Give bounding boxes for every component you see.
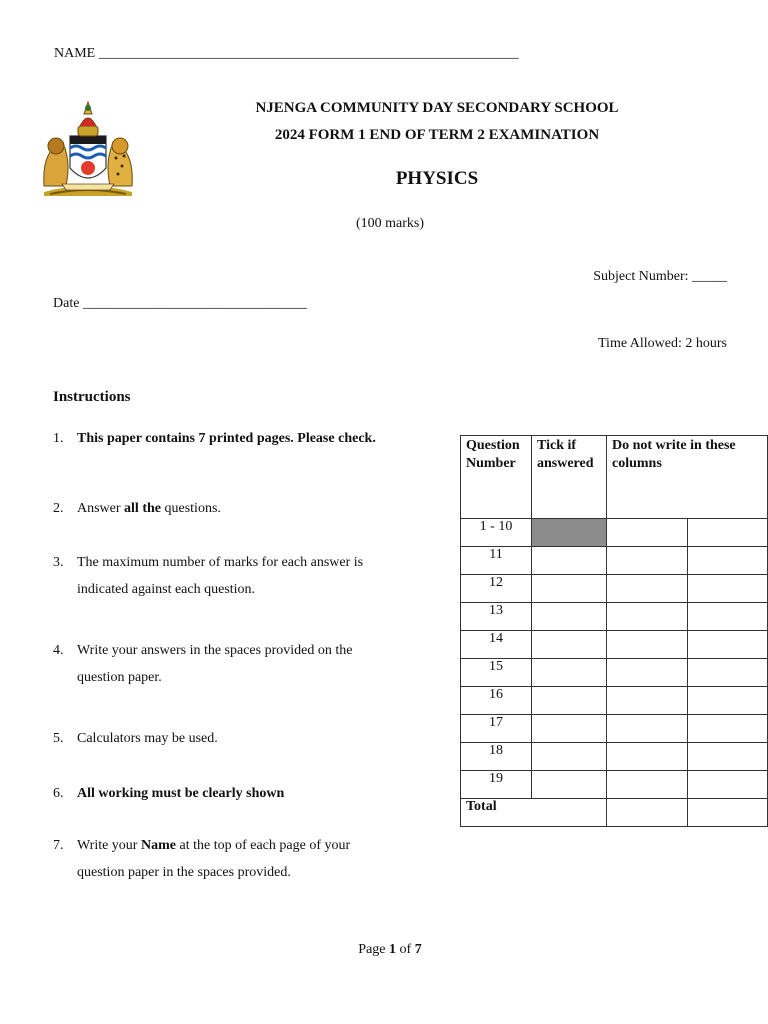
examiner-cell [687,743,768,771]
page-prefix: Page [358,942,386,957]
instruction-text-segment: Calculators may be used. [77,731,218,746]
tick-cell [532,519,607,547]
school-name: NJENGA COMMUNITY DAY SECONDARY SCHOOL [255,100,619,116]
table-row [461,687,768,715]
instruction-text-bold: All working must be clearly shown [77,786,285,801]
instruction-text [77,637,383,691]
examiner-cell [687,519,768,547]
header-do-not-write: Do not write in these columns [607,436,768,519]
instruction-number: 1. [53,431,64,446]
question-number-cell: 11 [461,547,532,575]
instruction-number: 2. [53,501,64,516]
instructions-heading: Instructions [53,389,131,405]
name-label: NAME [54,46,96,61]
examiner-cell [687,547,768,575]
instruction-text-bold: all the [124,501,161,516]
instruction-text [77,780,383,807]
tick-cell [532,603,607,631]
table-row [461,631,768,659]
table-row [461,575,768,603]
instruction-text-bold: This paper contains 7 printed pages. Please check. [77,431,376,446]
instruction-number: 6. [53,786,64,801]
table-row [461,603,768,631]
instruction-item [53,430,383,448]
instruction-item [53,780,383,807]
table-row [461,715,768,743]
instruction-text-segment: Write your answers in the spaces provided on the question paper. [77,643,353,685]
instruction-text [77,495,383,522]
table-header-row [461,436,768,519]
instruction-text-segment: The maximum number of marks for each answer is indicated against each question. [77,555,364,597]
date-blank: ________________________________ [82,296,307,311]
subject-number-label: Subject Number: [593,269,689,284]
table-row [461,771,768,799]
question-number-cell: 18 [461,743,532,771]
tick-cell [532,687,607,715]
question-number-cell: 13 [461,603,532,631]
table-total-row [461,799,768,827]
instruction-text [77,430,383,448]
examiner-cell [607,687,688,715]
table-row [461,547,768,575]
question-number-cell: 1 - 10 [461,519,532,547]
instruction-text-segment: at the top of each page of your question paper in the spaces provided. [77,838,351,880]
time-allowed: Time Allowed: 2 hours [598,336,727,351]
page-number [0,942,768,958]
examiner-cell [607,631,688,659]
examiner-cell [687,575,768,603]
tick-cell [532,575,607,603]
question-number-cell: 12 [461,575,532,603]
examiner-cell [607,575,688,603]
examiner-cell [607,715,688,743]
examiner-cell [687,687,768,715]
question-number-cell: 16 [461,687,532,715]
instruction-text [77,832,383,886]
tick-cell [532,743,607,771]
table-row [461,743,768,771]
instruction-text [77,549,383,603]
examiner-cell [687,771,768,799]
table-row [461,659,768,687]
instruction-text [77,725,383,752]
name-field [54,46,519,62]
instruction-item [53,637,383,691]
table-row [461,519,768,547]
tick-cell [532,715,607,743]
instruction-text-segment: Write your [77,838,141,853]
examiner-cell [607,519,688,547]
examiner-cell [607,771,688,799]
instruction-item [53,495,383,522]
total-label: Total [461,799,607,827]
total-marks: (100 marks) [355,216,425,231]
instruction-item [53,549,383,603]
examiner-cell [607,547,688,575]
page-of: of [399,942,412,957]
date-label: Date [53,296,80,311]
examiner-cell [607,743,688,771]
table-body [461,519,768,827]
tick-cell [532,771,607,799]
question-number-cell: 14 [461,631,532,659]
subject-title: PHYSICS [395,168,479,189]
page-current: 1 [389,942,397,957]
instruction-number: 5. [53,731,64,746]
examiner-cell [687,715,768,743]
marks-table [460,435,768,827]
total-cell [607,799,688,827]
examiner-cell [687,603,768,631]
header-tick-if-answered: Tick if answered [532,436,607,519]
examiner-cell [607,659,688,687]
question-number-cell: 17 [461,715,532,743]
instruction-item [53,725,383,752]
subject-number-field [593,269,727,285]
tick-cell [532,631,607,659]
name-blank: ____________________________________________________________ [98,46,519,61]
instruction-number: 4. [53,643,64,658]
examiner-cell [607,603,688,631]
header-question-number: Question Number [461,436,532,519]
instruction-item [53,832,383,886]
question-number-cell: 15 [461,659,532,687]
instruction-text-bold: Name [140,838,176,853]
examiner-cell [687,631,768,659]
date-field [53,296,307,312]
question-number-cell: 19 [461,771,532,799]
tick-cell [532,659,607,687]
instruction-number: 3. [53,555,64,570]
instruction-text-segment: Answer [77,501,125,516]
instruction-text-segment: questions. [161,501,221,516]
instruction-number: 7. [53,838,64,853]
subject-number-blank: _____ [692,269,727,284]
tick-cell [532,547,607,575]
total-cell [687,799,768,827]
page-total: 7 [414,942,422,957]
examiner-cell [687,659,768,687]
exam-title: 2024 FORM 1 END OF TERM 2 EXAMINATION [274,127,600,143]
